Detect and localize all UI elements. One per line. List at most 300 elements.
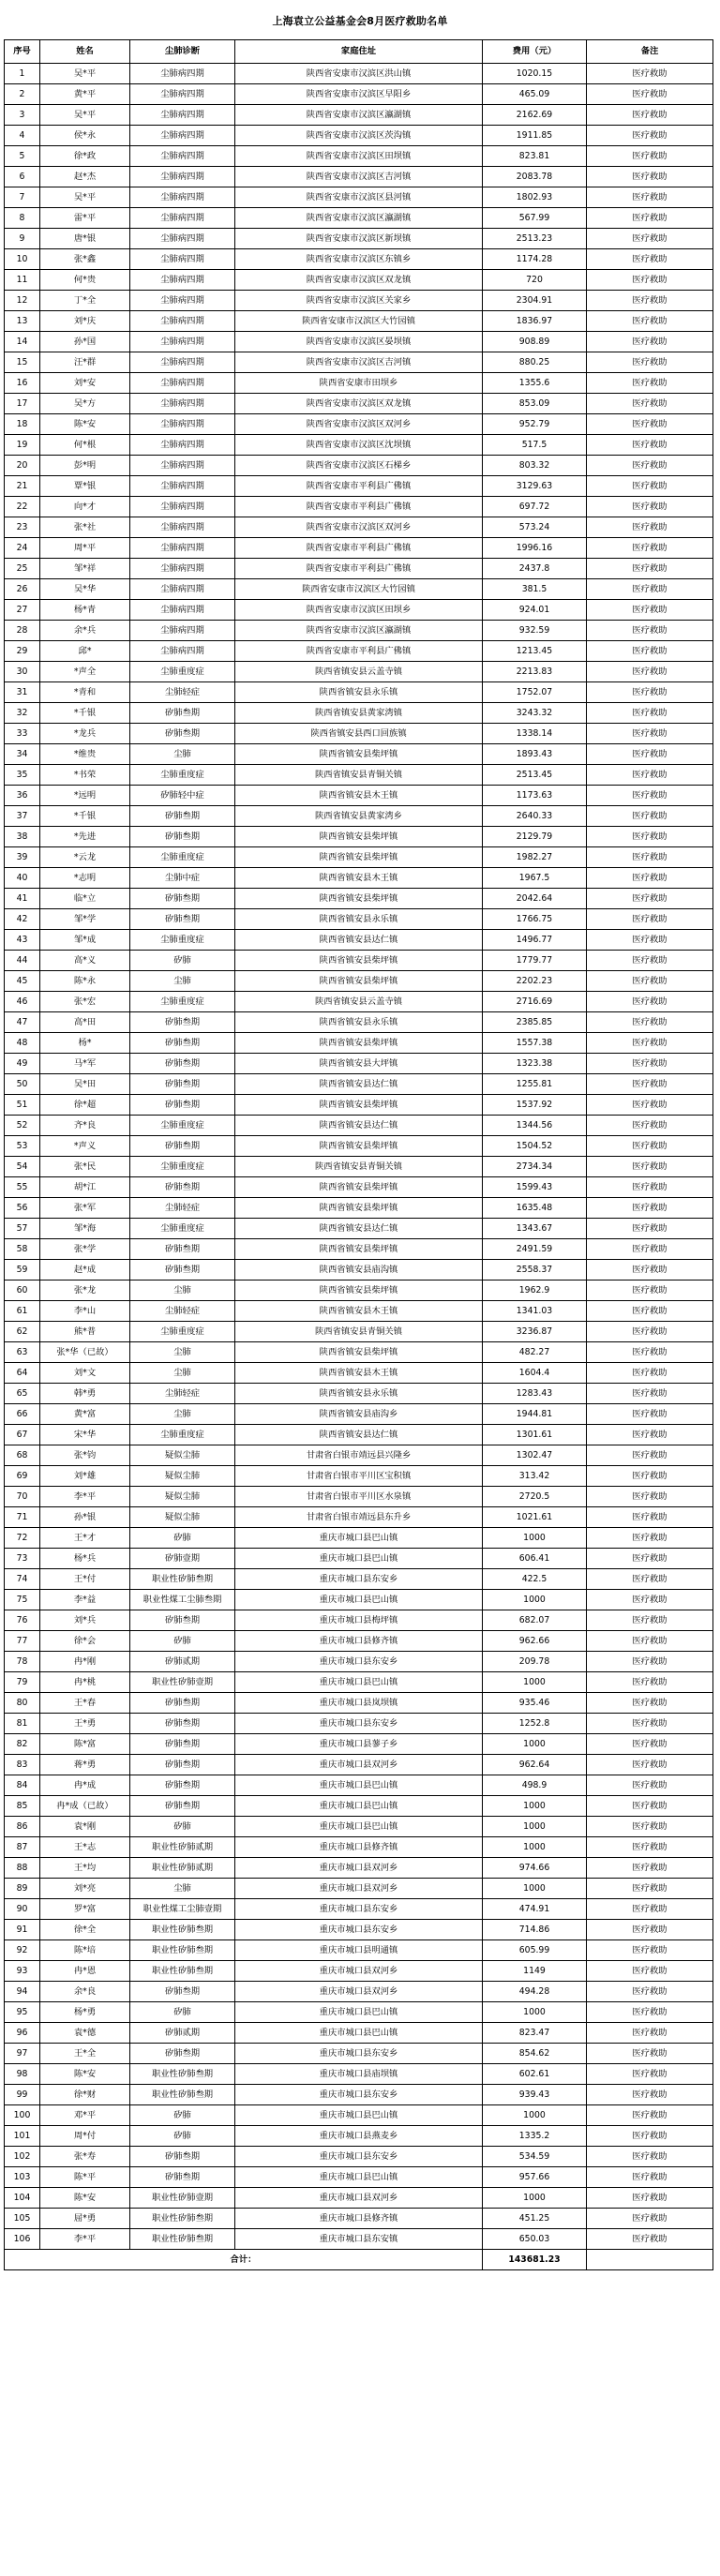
cell-name: 张*学 [40,1239,130,1260]
cell-address: 重庆市城口县修齐镇 [235,2209,483,2229]
cell-fee: 2716.69 [483,992,587,1012]
cell-name: 杨* [40,1033,130,1054]
cell-remark: 医疗救助 [587,641,713,662]
cell-address: 陕西省安康市汉滨区田坝镇 [235,146,483,167]
cell-index: 6 [5,167,40,187]
cell-name: 吴*华 [40,579,130,600]
cell-diagnosis: 尘肺中症 [130,868,235,889]
cell-remark: 医疗救助 [587,538,713,559]
cell-address: 陕西省镇安县柴坪镇 [235,1095,483,1116]
cell-name: 熊*普 [40,1322,130,1342]
cell-index: 41 [5,889,40,909]
cell-remark: 医疗救助 [587,1940,713,1961]
cell-name: 何*根 [40,435,130,456]
cell-fee: 952.79 [483,414,587,435]
cell-address: 重庆市城口县巴山镇 [235,2105,483,2126]
cell-name: 吴*平 [40,64,130,84]
cell-remark: 医疗救助 [587,1074,713,1095]
cell-fee: 2129.79 [483,827,587,847]
cell-name: 邱* [40,641,130,662]
cell-fee: 567.99 [483,208,587,229]
cell-name: 汪*群 [40,352,130,373]
cell-name: *书荣 [40,765,130,786]
cell-diagnosis: 尘肺 [130,1404,235,1425]
cell-address: 陕西省安康市汉滨区早阳乡 [235,84,483,105]
cell-remark: 医疗救助 [587,1033,713,1054]
table-row [5,2209,713,2229]
cell-name: 陈*永 [40,971,130,992]
cell-fee: 1149 [483,1961,587,1982]
cell-index: 5 [5,146,40,167]
cell-diagnosis: 尘肺病四期 [130,559,235,579]
cell-remark: 医疗救助 [587,517,713,538]
cell-name: 何*贵 [40,270,130,291]
cell-address: 重庆市城口县东安乡 [235,2044,483,2064]
cell-name: 韩*勇 [40,1384,130,1404]
cell-name: *声全 [40,662,130,682]
cell-address: 陕西省镇安县青铜关镇 [235,1157,483,1177]
cell-address: 重庆市城口县双河乡 [235,2188,483,2209]
table-row [5,167,713,187]
cell-fee: 939.43 [483,2085,587,2105]
table-row [5,1425,713,1445]
cell-fee: 2083.78 [483,167,587,187]
cell-fee: 1537.92 [483,1095,587,1116]
table-row [5,1590,713,1610]
cell-diagnosis: 疑似尘肺 [130,1445,235,1466]
cell-address: 陕西省安康市汉滨区关家乡 [235,291,483,311]
cell-fee: 605.99 [483,1940,587,1961]
total-remark [587,2250,713,2270]
cell-remark: 医疗救助 [587,146,713,167]
cell-name: 周*付 [40,2126,130,2147]
cell-diagnosis: 尘肺重度症 [130,1219,235,1239]
cell-remark: 医疗救助 [587,621,713,641]
table-row [5,1879,713,1899]
cell-remark: 医疗救助 [587,951,713,971]
total-value: 143681.23 [483,2250,587,2270]
cell-address: 陕西省镇安县黄家湾镇 [235,703,483,724]
cell-address: 陕西省镇安县柴坪镇 [235,744,483,765]
table-row [5,1198,713,1219]
table-row [5,1569,713,1590]
cell-name: *远明 [40,786,130,806]
cell-name: 王*付 [40,1569,130,1590]
cell-name: *先进 [40,827,130,847]
cell-remark: 医疗救助 [587,1157,713,1177]
cell-index: 42 [5,909,40,930]
cell-fee: 1000 [483,1672,587,1693]
cell-name: 杨*青 [40,600,130,621]
cell-remark: 医疗救助 [587,806,713,827]
cell-index: 36 [5,786,40,806]
table-row [5,1342,713,1363]
cell-diagnosis: 尘肺病四期 [130,621,235,641]
cell-address: 重庆市城口县梅坪镇 [235,1610,483,1631]
table-row [5,126,713,146]
cell-address: 陕西省镇安县柴坪镇 [235,971,483,992]
cell-remark: 医疗救助 [587,1528,713,1549]
cell-address: 重庆市城口县巴山镇 [235,1672,483,1693]
cell-index: 38 [5,827,40,847]
cell-index: 9 [5,229,40,249]
cell-diagnosis: 尘肺轻症 [130,1384,235,1404]
cell-fee: 1301.61 [483,1425,587,1445]
cell-diagnosis: 矽肺叁期 [130,1796,235,1817]
cell-diagnosis: 疑似尘肺 [130,1487,235,1507]
cell-fee: 1752.07 [483,682,587,703]
cell-index: 32 [5,703,40,724]
table-row [5,641,713,662]
cell-index: 64 [5,1363,40,1384]
cell-remark: 医疗救助 [587,1301,713,1322]
cell-diagnosis: 尘肺病四期 [130,270,235,291]
cell-address: 重庆市城口县蓼子乡 [235,1734,483,1755]
cell-fee: 2162.69 [483,105,587,126]
cell-fee: 422.5 [483,1569,587,1590]
cell-remark: 医疗救助 [587,847,713,868]
cell-remark: 医疗救助 [587,827,713,847]
cell-name: *千银 [40,703,130,724]
cell-index: 78 [5,1652,40,1672]
cell-index: 97 [5,2044,40,2064]
cell-address: 重庆市城口县巴山镇 [235,1528,483,1549]
cell-fee: 1893.43 [483,744,587,765]
cell-fee: 823.47 [483,2023,587,2044]
cell-remark: 医疗救助 [587,579,713,600]
cell-remark: 医疗救助 [587,1590,713,1610]
cell-index: 22 [5,497,40,517]
cell-name: 冉*桃 [40,1672,130,1693]
cell-name: 张*钧 [40,1445,130,1466]
cell-remark: 医疗救助 [587,1095,713,1116]
cell-fee: 924.01 [483,600,587,621]
cell-fee: 697.72 [483,497,587,517]
table-row [5,1157,713,1177]
cell-index: 10 [5,249,40,270]
cell-diagnosis: 矽肺叁期 [130,2167,235,2188]
cell-name: 冉*成（已故） [40,1796,130,1817]
cell-fee: 823.81 [483,146,587,167]
cell-name: 丁*全 [40,291,130,311]
cell-diagnosis: 矽肺 [130,951,235,971]
cell-index: 67 [5,1425,40,1445]
header-address: 家庭住址 [235,40,483,64]
cell-address: 甘肃省白银市靖远县兴隆乡 [235,1445,483,1466]
table-row [5,517,713,538]
cell-name: 李*山 [40,1301,130,1322]
cell-fee: 1343.67 [483,1219,587,1239]
cell-index: 51 [5,1095,40,1116]
cell-remark: 医疗救助 [587,1714,713,1734]
cell-diagnosis: 尘肺重度症 [130,1425,235,1445]
total-row [5,2250,713,2270]
cell-remark: 医疗救助 [587,1404,713,1425]
cell-fee: 1000 [483,1590,587,1610]
cell-remark: 医疗救助 [587,662,713,682]
cell-index: 24 [5,538,40,559]
cell-diagnosis: 尘肺重度症 [130,765,235,786]
cell-fee: 2042.64 [483,889,587,909]
cell-fee: 474.91 [483,1899,587,1920]
header-fee: 费用（元） [483,40,587,64]
cell-name: 唐*银 [40,229,130,249]
table-row [5,1858,713,1879]
cell-fee: 853.09 [483,394,587,414]
cell-fee: 1000 [483,1734,587,1755]
cell-fee: 2437.8 [483,559,587,579]
table-row [5,992,713,1012]
table-row [5,1549,713,1569]
cell-fee: 1323.38 [483,1054,587,1074]
cell-name: 吴*平 [40,187,130,208]
cell-index: 101 [5,2126,40,2147]
cell-remark: 医疗救助 [587,229,713,249]
cell-index: 58 [5,1239,40,1260]
cell-address: 陕西省安康市汉滨区沈坝镇 [235,435,483,456]
cell-index: 99 [5,2085,40,2105]
cell-remark: 医疗救助 [587,187,713,208]
cell-name: 宋*华 [40,1425,130,1445]
cell-fee: 465.09 [483,84,587,105]
cell-index: 48 [5,1033,40,1054]
cell-name: 张*社 [40,517,130,538]
table-row [5,476,713,497]
cell-diagnosis: 尘肺病四期 [130,229,235,249]
cell-diagnosis: 矽肺轻中症 [130,786,235,806]
cell-index: 72 [5,1528,40,1549]
cell-remark: 医疗救助 [587,1487,713,1507]
cell-remark: 医疗救助 [587,992,713,1012]
cell-fee: 1000 [483,2002,587,2023]
cell-remark: 医疗救助 [587,1817,713,1837]
cell-address: 陕西省镇安县永乐镇 [235,1384,483,1404]
cell-fee: 682.07 [483,1610,587,1631]
cell-remark: 医疗救助 [587,311,713,332]
cell-index: 86 [5,1817,40,1837]
cell-remark: 医疗救助 [587,435,713,456]
cell-index: 30 [5,662,40,682]
table-row [5,2085,713,2105]
cell-remark: 医疗救助 [587,1982,713,2002]
cell-address: 重庆市城口县燕麦乡 [235,2126,483,2147]
cell-index: 102 [5,2147,40,2167]
cell-address: 重庆市城口县东安乡 [235,2085,483,2105]
cell-address: 陕西省镇安县柴坪镇 [235,889,483,909]
cell-index: 100 [5,2105,40,2126]
table-row [5,1136,713,1157]
table-row [5,971,713,992]
cell-name: 吴*田 [40,1074,130,1095]
cell-remark: 医疗救助 [587,1054,713,1074]
cell-remark: 医疗救助 [587,394,713,414]
cell-fee: 1944.81 [483,1404,587,1425]
cell-fee: 974.66 [483,1858,587,1879]
cell-remark: 医疗救助 [587,1177,713,1198]
cell-diagnosis: 矽肺叁期 [130,1775,235,1796]
cell-fee: 573.24 [483,517,587,538]
cell-name: 齐*良 [40,1116,130,1136]
cell-index: 4 [5,126,40,146]
cell-index: 31 [5,682,40,703]
cell-address: 陕西省镇安县达仁镇 [235,1219,483,1239]
cell-fee: 313.42 [483,1466,587,1487]
cell-name: 刘*雄 [40,1466,130,1487]
cell-address: 重庆市城口县东安乡 [235,1652,483,1672]
cell-address: 陕西省镇安县永乐镇 [235,1012,483,1033]
table-row [5,1899,713,1920]
cell-address: 陕西省安康市汉滨区双龙镇 [235,270,483,291]
cell-index: 11 [5,270,40,291]
table-row [5,146,713,167]
table-row [5,105,713,126]
cell-diagnosis: 尘肺病四期 [130,126,235,146]
cell-address: 陕西省镇安县柴坪镇 [235,827,483,847]
cell-name: 高*田 [40,1012,130,1033]
cell-name: *青和 [40,682,130,703]
cell-remark: 医疗救助 [587,1445,713,1466]
table-row [5,2126,713,2147]
cell-fee: 854.62 [483,2044,587,2064]
cell-address: 陕西省安康市汉滨区晏坝镇 [235,332,483,352]
cell-remark: 医疗救助 [587,2002,713,2023]
cell-diagnosis: 尘肺重度症 [130,930,235,951]
table-row [5,414,713,435]
cell-index: 103 [5,2167,40,2188]
cell-remark: 医疗救助 [587,1755,713,1775]
cell-diagnosis: 尘肺病四期 [130,600,235,621]
cell-fee: 1355.6 [483,373,587,394]
cell-index: 2 [5,84,40,105]
cell-fee: 1000 [483,1528,587,1549]
cell-diagnosis: 尘肺病四期 [130,352,235,373]
cell-remark: 医疗救助 [587,1879,713,1899]
table-row [5,1940,713,1961]
cell-remark: 医疗救助 [587,105,713,126]
cell-diagnosis: 尘肺轻症 [130,1301,235,1322]
cell-fee: 498.9 [483,1775,587,1796]
cell-address: 陕西省镇安县达仁镇 [235,1074,483,1095]
cell-fee: 1021.61 [483,1507,587,1528]
cell-diagnosis: 尘肺病四期 [130,187,235,208]
cell-remark: 医疗救助 [587,600,713,621]
cell-diagnosis: 尘肺病四期 [130,332,235,352]
cell-remark: 医疗救助 [587,1322,713,1342]
cell-name: 马*军 [40,1054,130,1074]
cell-remark: 医疗救助 [587,1631,713,1652]
cell-address: 重庆市城口县双河乡 [235,1961,483,1982]
cell-index: 3 [5,105,40,126]
cell-remark: 医疗救助 [587,414,713,435]
cell-index: 80 [5,1693,40,1714]
table-row [5,249,713,270]
cell-name: 刘*庆 [40,311,130,332]
cell-fee: 962.64 [483,1755,587,1775]
cell-fee: 2734.34 [483,1157,587,1177]
cell-address: 陕西省镇安县永乐镇 [235,682,483,703]
table-row [5,1033,713,1054]
cell-fee: 494.28 [483,1982,587,2002]
cell-address: 重庆市城口县东安乡 [235,1569,483,1590]
cell-remark: 医疗救助 [587,1569,713,1590]
table-row [5,827,713,847]
cell-address: 重庆市城口县双河乡 [235,1858,483,1879]
cell-address: 陕西省安康市汉滨区洪山镇 [235,64,483,84]
table-row [5,1054,713,1074]
table-row [5,2229,713,2250]
cell-fee: 606.41 [483,1549,587,1569]
cell-fee: 1302.47 [483,1445,587,1466]
cell-diagnosis: 职业性矽肺壹期 [130,2188,235,2209]
cell-address: 陕西省镇安县达仁镇 [235,930,483,951]
cell-fee: 1255.81 [483,1074,587,1095]
cell-fee: 962.66 [483,1631,587,1652]
table-row [5,1610,713,1631]
cell-address: 陕西省安康市汉滨区吉河镇 [235,352,483,373]
cell-diagnosis: 尘肺轻症 [130,1198,235,1219]
cell-remark: 医疗救助 [587,249,713,270]
cell-name: 冉*刚 [40,1652,130,1672]
cell-index: 79 [5,1672,40,1693]
cell-name: *维贵 [40,744,130,765]
cell-fee: 720 [483,270,587,291]
cell-remark: 医疗救助 [587,2209,713,2229]
cell-diagnosis: 尘肺 [130,971,235,992]
cell-name: 胡*江 [40,1177,130,1198]
cell-address: 重庆市城口县巴山镇 [235,2167,483,2188]
cell-name: 张*龙 [40,1281,130,1301]
cell-fee: 1996.16 [483,538,587,559]
cell-diagnosis: 矽肺叁期 [130,2147,235,2167]
cell-diagnosis: 矽肺叁期 [130,1095,235,1116]
cell-remark: 医疗救助 [587,1899,713,1920]
cell-index: 12 [5,291,40,311]
cell-fee: 957.66 [483,2167,587,2188]
cell-fee: 2385.85 [483,1012,587,1033]
cell-name: 冉*成 [40,1775,130,1796]
cell-remark: 医疗救助 [587,497,713,517]
cell-diagnosis: 职业性矽肺叁期 [130,2209,235,2229]
cell-remark: 医疗救助 [587,1610,713,1631]
table-row [5,2023,713,2044]
table-row [5,868,713,889]
cell-remark: 医疗救助 [587,1652,713,1672]
table-row [5,1074,713,1095]
cell-index: 35 [5,765,40,786]
table-row [5,1528,713,1549]
cell-address: 陕西省镇安县木王镇 [235,786,483,806]
cell-diagnosis: 职业性矽肺叁期 [130,1920,235,1940]
cell-diagnosis: 尘肺病四期 [130,167,235,187]
cell-address: 重庆市城口县巴山镇 [235,2023,483,2044]
cell-name: 杨*兵 [40,1549,130,1569]
cell-diagnosis: 矽肺 [130,2126,235,2147]
table-row [5,435,713,456]
table-row [5,2188,713,2209]
cell-name: *声义 [40,1136,130,1157]
cell-fee: 650.03 [483,2229,587,2250]
cell-diagnosis: 尘肺 [130,1281,235,1301]
cell-name: 罗*富 [40,1899,130,1920]
cell-fee: 2304.91 [483,291,587,311]
cell-index: 53 [5,1136,40,1157]
cell-fee: 1779.77 [483,951,587,971]
cell-remark: 医疗救助 [587,1961,713,1982]
cell-remark: 医疗救助 [587,744,713,765]
cell-fee: 1836.97 [483,311,587,332]
cell-fee: 932.59 [483,621,587,641]
cell-diagnosis: 尘肺病四期 [130,476,235,497]
